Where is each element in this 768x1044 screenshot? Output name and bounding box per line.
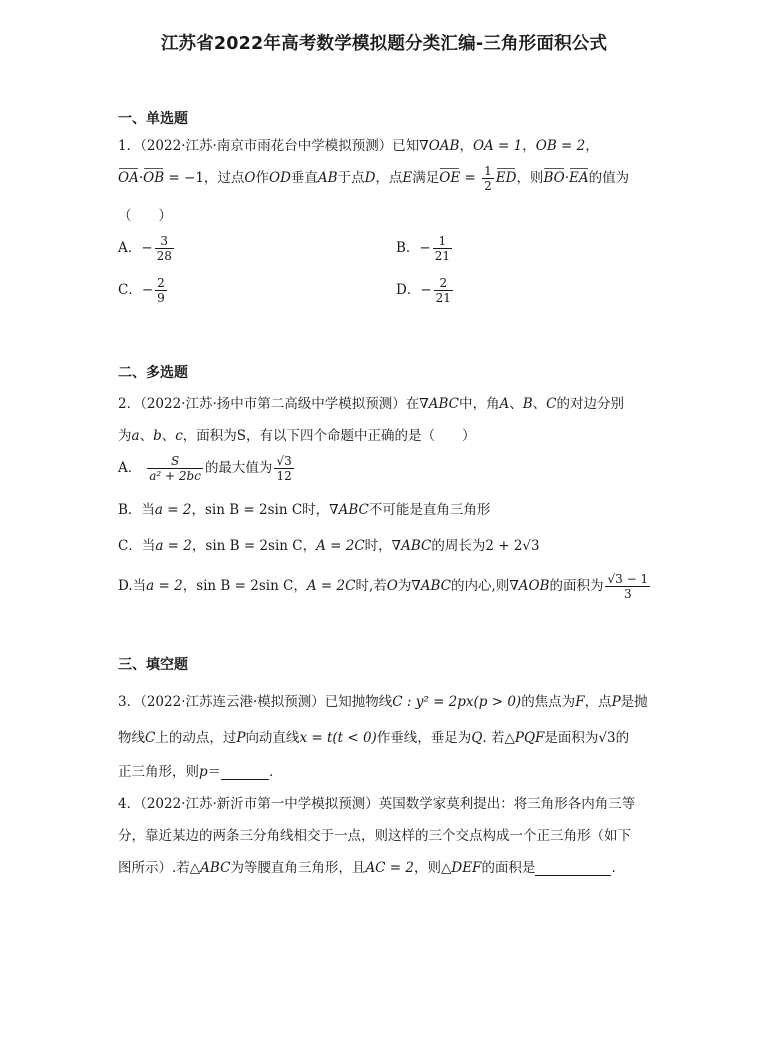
option-math: a = 2: [154, 502, 192, 518]
q3-text: 上的动点，过: [155, 730, 237, 746]
option-value-fraction: [274, 454, 293, 483]
side-b: b: [153, 428, 162, 444]
q4-text: 为等腰直角三角形，且: [230, 860, 366, 876]
fraction-denominator: 21: [435, 291, 451, 305]
option-sign: −: [419, 240, 431, 256]
dot-operator: ·: [564, 170, 569, 186]
option-text: C．当: [118, 538, 156, 554]
option-math: ∇ABC: [329, 502, 369, 518]
q3-text: 作垂线，垂足为: [376, 730, 472, 746]
fraction-half: [482, 164, 494, 193]
q1-option-d[interactable]: [396, 276, 455, 305]
option-text: ，: [191, 502, 205, 518]
option-math: a = 2: [146, 578, 183, 594]
option-label: B．: [396, 240, 420, 256]
q2-source: 2．（2022·江苏·扬中市第二高级中学模拟预测）在: [118, 396, 420, 412]
point-e: E: [402, 170, 413, 186]
option-math: ∇ABC: [391, 538, 432, 554]
option-text: 时，: [302, 502, 330, 518]
q3-text: 是抛: [620, 694, 648, 710]
q1-ob-length: OB = 2: [535, 138, 586, 154]
point-p: P: [611, 694, 621, 710]
question-1-answer-parens: （ ）: [118, 208, 172, 224]
q2-text: 的对边分别: [556, 396, 624, 412]
q1-option-a[interactable]: [118, 234, 176, 263]
q4-text: 图所示）.若: [118, 860, 190, 876]
triangle-def: △DEF: [441, 860, 482, 876]
option-math: A = 2C: [306, 578, 356, 594]
question-1-line-1: [118, 134, 599, 154]
q1-text: 满足: [412, 170, 440, 186]
q3-text: ＝: [207, 764, 222, 780]
triangle-pqf: △PQF: [504, 730, 545, 746]
angle-a: A: [499, 396, 510, 412]
fraction-numerator: √3 − 1: [607, 572, 649, 586]
q2-text: ，有以下四个命题中正确的是（ ）: [246, 428, 476, 444]
q1-text: 的值为: [588, 170, 630, 186]
option-text: D.当: [118, 578, 147, 594]
question-3-line-1: [118, 690, 648, 710]
option-text: 时，: [364, 538, 392, 554]
vector-ed: ED: [495, 170, 517, 186]
parabola-equation: C : y² = 2px(p > 0): [392, 694, 522, 710]
curve-c: C: [145, 730, 156, 746]
q2-text: 、: [509, 396, 523, 412]
question-3-line-2: [118, 726, 629, 746]
q2-text: 、: [532, 396, 547, 412]
question-2-line-1: [118, 392, 624, 412]
option-text: 不可能是直角三角形: [368, 502, 491, 518]
point-p: P: [236, 730, 246, 746]
option-text: ，: [182, 578, 197, 594]
q2-text: ，面积为: [182, 428, 237, 444]
fraction-denominator: 9: [157, 291, 165, 305]
q4-text: ，则: [414, 860, 441, 876]
question-1-line-2: [118, 164, 629, 193]
segment-ab: AB: [317, 170, 338, 186]
q1-oa-length: OA = 1: [472, 138, 523, 154]
fraction-numerator: S: [147, 454, 203, 469]
q2-option-b[interactable]: [118, 498, 490, 518]
vector-oe: OE: [439, 170, 461, 186]
q1-sep: ，: [585, 138, 599, 154]
option-math: sin B = 2sin C: [196, 578, 294, 594]
option-text: 的内心,则: [451, 578, 510, 594]
option-fraction: [155, 234, 174, 263]
section-heading-single-choice: 一、单选题: [118, 111, 188, 127]
point-d: D: [364, 170, 376, 186]
q3-text: 的: [615, 730, 630, 746]
option-text: ，: [191, 538, 206, 554]
q2-option-c[interactable]: [118, 534, 540, 554]
moving-line: x = t(t < 0): [299, 730, 377, 746]
fraction-numerator: 1: [433, 234, 452, 249]
question-4-line-1: 4．（2022·江苏·新沂市第一中学模拟预测）英国数学家莫利提出：将三角形各内角三等: [118, 796, 636, 812]
answer-blank[interactable]: [535, 875, 611, 876]
fraction-numerator: 2: [157, 276, 165, 290]
q2-option-d[interactable]: [118, 572, 652, 601]
area-value: √3: [598, 730, 616, 746]
fraction-denominator: 12: [276, 469, 292, 483]
area-s: S: [236, 428, 247, 444]
segment-od: OD: [269, 170, 291, 186]
q3-text: 正三角形，则: [118, 764, 199, 780]
q3-text: . 若: [482, 730, 505, 746]
triangle-abc: △ABC: [189, 860, 231, 876]
option-text: 的面积为: [549, 578, 604, 594]
fraction-denominator: 3: [623, 587, 632, 601]
option-math: sin B = 2sin C: [204, 502, 303, 518]
question-4-line-2: 分，靠近某边的两条三分角线相交于一点，则这样的三个交点构成一个正三角形（如下: [118, 828, 631, 844]
q1-text: ，则: [516, 170, 544, 186]
fraction-denominator: 2: [484, 179, 492, 193]
page-title: 江苏省2022年高考数学模拟题分类汇编-三角形面积公式: [160, 34, 608, 54]
q1-option-c[interactable]: [118, 276, 169, 305]
option-label: A．: [118, 240, 142, 256]
q2-text: 、: [161, 428, 176, 444]
option-math: a = 2: [155, 538, 192, 554]
foot-q: Q: [471, 730, 483, 746]
option-math: 2 + 2√3: [485, 538, 540, 554]
fraction-denominator: a² + 2bc: [149, 469, 201, 483]
q1-text: ，过点: [203, 170, 245, 186]
q2-text: 中，角: [458, 396, 500, 412]
answer-blank[interactable]: [221, 779, 269, 780]
option-label: A．: [118, 460, 142, 476]
option-math: ∇AOB: [509, 578, 550, 594]
q1-source: 1．（2022·江苏·南京市雨花台中学模拟预测）已知: [118, 138, 420, 154]
q2-triangle: ∇ABC: [419, 396, 459, 412]
option-text: 时,若: [355, 578, 387, 594]
option-text: 为: [397, 578, 412, 594]
q2-option-a[interactable]: [118, 454, 296, 483]
vector-bo: BO: [543, 170, 565, 186]
q4-text: .: [611, 860, 616, 876]
option-text: ，: [293, 578, 307, 594]
q3-source: 3．（2022·江苏连云港·模拟预测）已知抛物线: [118, 694, 393, 710]
side-ac: AC = 2: [365, 860, 414, 876]
question-3-line-3: [118, 760, 283, 780]
vector-ob: OB: [143, 170, 165, 186]
focus-f: F: [575, 694, 585, 710]
q1-sep: ，: [522, 138, 536, 154]
fraction-denominator: 28: [156, 249, 172, 263]
q1-triangle: ∇OAB: [419, 138, 460, 154]
option-fraction: [147, 454, 203, 483]
q3-text: 的焦点为: [521, 694, 576, 710]
q3-text: 向动直线: [245, 730, 300, 746]
q1-text: ，点: [375, 170, 403, 186]
q1-text: 作: [255, 170, 269, 186]
option-text: 的最大值为: [204, 460, 273, 476]
option-math: O: [386, 578, 398, 594]
fraction-numerator: 2: [434, 276, 453, 291]
fraction-numerator: 1: [484, 164, 492, 178]
q1-dot-value: = −1: [164, 170, 204, 186]
point-o: O: [244, 170, 256, 186]
option-fraction: [433, 234, 452, 263]
question-4-line-3: [118, 856, 616, 876]
equals: =: [460, 170, 481, 186]
option-math: sin B = 2sin C: [205, 538, 303, 554]
option-value-fraction: [605, 572, 650, 601]
option-sign: −: [141, 282, 154, 298]
q4-text: 的面积是: [481, 860, 536, 876]
fraction-numerator: √3: [276, 454, 292, 468]
q2-text: 为: [118, 428, 132, 444]
option-text: 的周长为: [431, 538, 486, 554]
option-text: ，: [302, 538, 317, 554]
fraction-denominator: 21: [434, 249, 451, 263]
side-a: a: [131, 428, 140, 444]
q1-text: 于点: [337, 170, 365, 186]
vector-ea: EA: [568, 170, 589, 186]
angle-b: B: [522, 396, 533, 412]
vector-oa: OA: [118, 170, 139, 186]
option-sign: −: [141, 240, 153, 256]
dot-operator: ·: [138, 170, 144, 186]
option-math: ∇ABC: [411, 578, 452, 594]
section-heading-multi-choice: 二、多选题: [118, 365, 188, 381]
q3-text: 是面积为: [544, 730, 599, 746]
q3-text: 物线: [118, 730, 145, 746]
q2-text: 、: [139, 428, 154, 444]
q1-text: 垂直: [290, 170, 318, 186]
option-fraction: [155, 276, 167, 305]
option-math: A = 2C: [316, 538, 365, 554]
fraction-numerator: 3: [155, 234, 174, 249]
section-heading-fill-blank: 三、填空题: [118, 657, 188, 673]
option-text: B．当: [118, 502, 155, 518]
q3-text: ．: [269, 764, 283, 780]
param-p: p: [199, 764, 208, 780]
option-label: C．: [118, 282, 142, 298]
option-fraction: [434, 276, 453, 305]
q3-text: ，点: [584, 694, 612, 710]
option-sign: −: [420, 282, 432, 298]
side-c: c: [175, 428, 183, 444]
q1-sep: ，: [459, 138, 473, 154]
question-2-line-2: [118, 424, 476, 444]
angle-c: C: [546, 396, 557, 412]
q1-option-b[interactable]: [396, 234, 454, 263]
option-label: D．: [396, 282, 421, 298]
